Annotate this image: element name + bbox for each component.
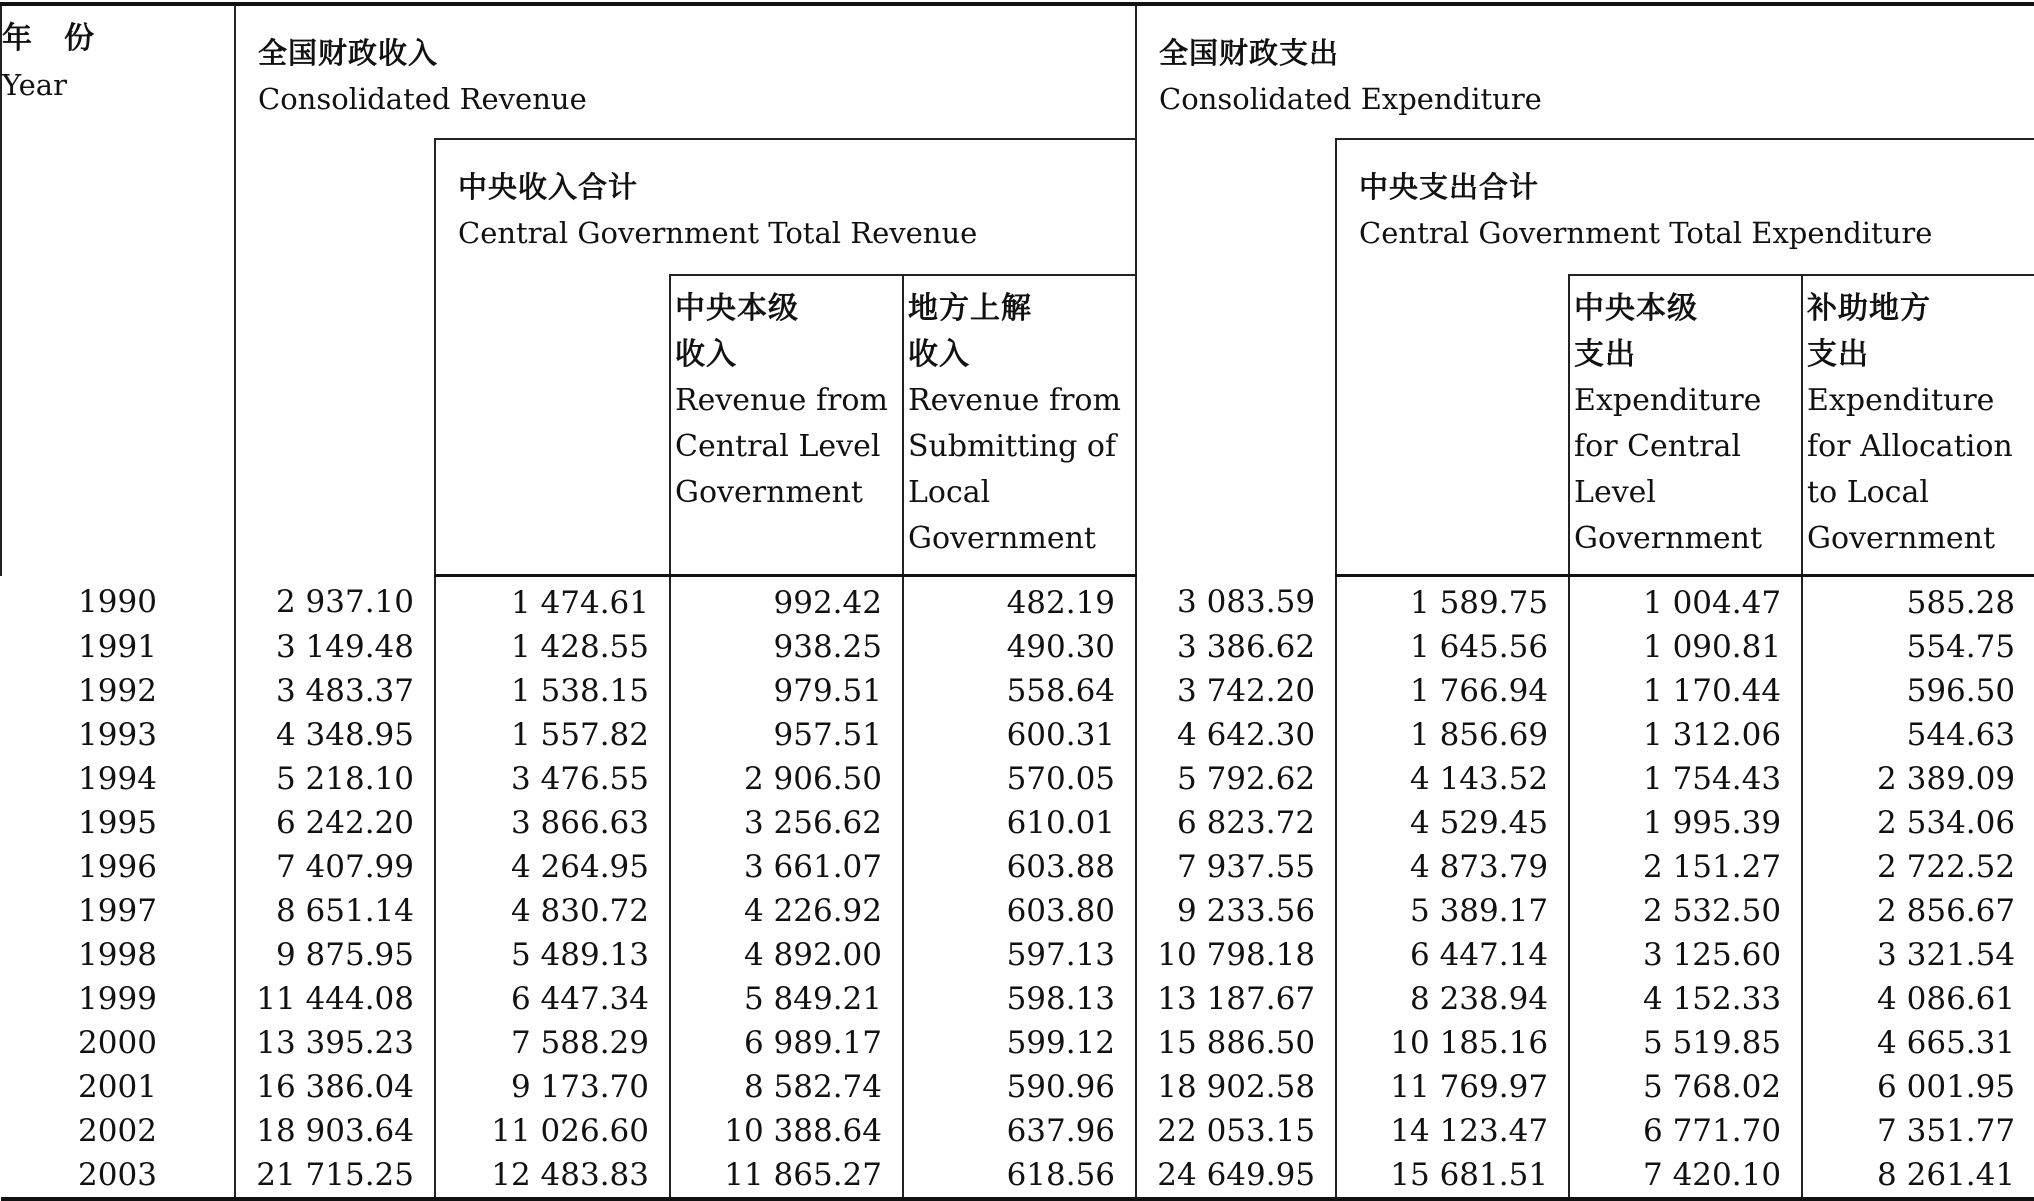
consolidated-expenditure-col	[1136, 139, 1336, 576]
consolidated-revenue-en: Consolidated Revenue	[258, 82, 587, 116]
central-total-revenue-zh: 中央收入合计	[458, 170, 639, 204]
table-row	[1, 801, 2034, 845]
central-total-revenue-cell: 7 588.29	[435, 1021, 670, 1065]
table-row	[1, 933, 2034, 977]
central-level-expenditure-cell: 5 768.02	[1569, 1065, 1802, 1109]
central-level-revenue-cell: 2 906.50	[670, 757, 903, 801]
allocation-expenditure-en2: for Allocation	[1807, 429, 2013, 464]
consolidated-expenditure-cell: 6 823.72	[1136, 801, 1336, 845]
central-level-revenue-cell: 11 865.27	[670, 1153, 903, 1199]
central-level-expenditure-en3: Level	[1574, 475, 1657, 510]
local-submitting-revenue-en3: Local	[908, 475, 991, 510]
consolidated-revenue-cell: 21 715.25	[235, 1153, 435, 1199]
year-cell: 1990	[78, 584, 157, 621]
consolidated-revenue-cell: 3 149.48	[235, 625, 435, 669]
year-cell: 1995	[78, 805, 157, 841]
consolidated-expenditure-cell: 18 902.58	[1136, 1065, 1336, 1109]
table-row	[1, 845, 2034, 889]
allocation-expenditure-cell: 8 261.41	[1802, 1153, 2034, 1199]
central-level-revenue-cell: 3 661.07	[670, 845, 903, 889]
local-submitting-revenue-cell: 637.96	[903, 1109, 1136, 1153]
central-level-revenue-cell: 8 582.74	[670, 1065, 903, 1109]
central-level-revenue-header	[670, 275, 903, 576]
central-total-expenditure-cell: 4 873.79	[1336, 845, 1569, 889]
central-total-expenditure-cell: 1 766.94	[1336, 669, 1569, 713]
table-row	[1, 889, 2034, 933]
table-row	[1, 977, 2034, 1021]
allocation-expenditure-cell: 4 086.61	[1802, 977, 2034, 1021]
central-level-expenditure-cell: 4 152.33	[1569, 977, 1802, 1021]
central-level-expenditure-cell: 7 420.10	[1569, 1153, 1802, 1199]
central-total-expenditure-cell: 4 143.52	[1336, 757, 1569, 801]
allocation-expenditure-cell: 2 389.09	[1802, 757, 2034, 801]
central-level-expenditure-header	[1569, 275, 1802, 576]
consolidated-expenditure-cell: 24 649.95	[1136, 1153, 1336, 1199]
local-submitting-revenue-cell: 570.05	[903, 757, 1136, 801]
central-total-revenue-cell: 3 866.63	[435, 801, 670, 845]
central-total-expenditure-en: Central Government Total Expenditure	[1359, 216, 1933, 250]
consolidated-expenditure-cell: 3 742.20	[1136, 669, 1336, 713]
consolidated-revenue-cell: 13 395.23	[235, 1021, 435, 1065]
allocation-expenditure-cell: 2 722.52	[1802, 845, 2034, 889]
allocation-expenditure-cell: 596.50	[1802, 669, 2034, 713]
allocation-expenditure-cell: 2 856.67	[1802, 889, 2034, 933]
central-level-expenditure-zh2: 支出	[1574, 337, 1637, 372]
central-total-expenditure-cell: 6 447.14	[1336, 933, 1569, 977]
consolidated-revenue-cell: 4 348.95	[235, 713, 435, 757]
consolidated-revenue-header	[235, 4, 1136, 139]
central-level-revenue-cell: 10 388.64	[670, 1109, 903, 1153]
central-level-revenue-zh1: 中央本级	[675, 291, 799, 326]
allocation-expenditure-cell: 554.75	[1802, 625, 2034, 669]
year-cell: 1996	[78, 849, 157, 885]
central-level-expenditure-cell: 3 125.60	[1569, 933, 1802, 977]
consolidated-expenditure-cell: 3 386.62	[1136, 625, 1336, 669]
local-submitting-revenue-en2: Submitting of	[908, 429, 1117, 464]
central-level-revenue-cell: 5 849.21	[670, 977, 903, 1021]
central-total-expenditure-cell: 8 238.94	[1336, 977, 1569, 1021]
local-submitting-revenue-cell: 558.64	[903, 669, 1136, 713]
consolidated-expenditure-en: Consolidated Expenditure	[1159, 82, 1542, 116]
allocation-expenditure-cell: 2 534.06	[1802, 801, 2034, 845]
table-row	[1, 1065, 2034, 1109]
consolidated-revenue-cell: 5 218.10	[235, 757, 435, 801]
consolidated-revenue-cell: 9 875.95	[235, 933, 435, 977]
central-level-expenditure-en1: Expenditure	[1574, 383, 1762, 418]
central-level-expenditure-cell: 6 771.70	[1569, 1109, 1802, 1153]
consolidated-expenditure-cell: 13 187.67	[1136, 977, 1336, 1021]
table-row	[1, 1153, 2034, 1199]
year-cell: 2001	[78, 1069, 157, 1105]
central-total-expenditure-cell: 1 589.75	[1336, 576, 1569, 626]
central-total-revenue-en: Central Government Total Revenue	[458, 216, 978, 250]
central-total-revenue-cell: 4 830.72	[435, 889, 670, 933]
year-cell: 1997	[78, 893, 157, 929]
local-submitting-revenue-cell: 603.80	[903, 889, 1136, 933]
central-level-revenue-cell: 3 256.62	[670, 801, 903, 845]
table-row	[1, 669, 2034, 713]
table-row	[1, 757, 2034, 801]
central-level-expenditure-cell: 2 151.27	[1569, 845, 1802, 889]
consolidated-revenue-cell: 8 651.14	[235, 889, 435, 933]
local-submitting-revenue-zh2: 收入	[908, 337, 970, 372]
local-submitting-revenue-cell: 599.12	[903, 1021, 1136, 1065]
central-total-revenue-cell: 1 474.61	[435, 576, 670, 626]
central-total-expenditure-col	[1336, 275, 1569, 576]
local-submitting-revenue-cell: 610.01	[903, 801, 1136, 845]
local-submitting-revenue-cell: 482.19	[903, 576, 1136, 626]
allocation-expenditure-zh2: 支出	[1807, 337, 1870, 372]
central-total-expenditure-cell: 1 645.56	[1336, 625, 1569, 669]
consolidated-revenue-cell: 11 444.08	[235, 977, 435, 1021]
year-cell: 1998	[78, 937, 157, 973]
central-total-revenue-cell: 11 026.60	[435, 1109, 670, 1153]
local-submitting-revenue-en4: Government	[908, 521, 1096, 556]
consolidated-expenditure-cell: 10 798.18	[1136, 933, 1336, 977]
central-total-revenue-cell: 3 476.55	[435, 757, 670, 801]
year-cell: 1994	[78, 761, 157, 797]
central-total-expenditure-cell: 1 856.69	[1336, 713, 1569, 757]
table-row	[1, 576, 2034, 626]
allocation-expenditure-cell: 3 321.54	[1802, 933, 2034, 977]
allocation-expenditure-en3: to Local	[1807, 475, 1929, 510]
consolidated-revenue-zh: 全国财政收入	[258, 36, 439, 70]
central-total-expenditure-cell: 15 681.51	[1336, 1153, 1569, 1199]
central-level-expenditure-cell: 1 995.39	[1569, 801, 1802, 845]
finance-table	[0, 2, 2034, 1201]
central-total-revenue-cell: 1 428.55	[435, 625, 670, 669]
local-submitting-revenue-cell: 600.31	[903, 713, 1136, 757]
allocation-expenditure-cell: 585.28	[1802, 576, 2034, 626]
allocation-expenditure-cell: 6 001.95	[1802, 1065, 2034, 1109]
central-total-revenue-cell: 4 264.95	[435, 845, 670, 889]
central-level-expenditure-cell: 5 519.85	[1569, 1021, 1802, 1065]
central-total-revenue-cell: 1 538.15	[435, 669, 670, 713]
central-total-expenditure-cell: 10 185.16	[1336, 1021, 1569, 1065]
central-level-expenditure-cell: 2 532.50	[1569, 889, 1802, 933]
allocation-expenditure-zh1: 补助地方	[1807, 291, 1932, 326]
year-cell: 1999	[78, 981, 157, 1017]
central-level-expenditure-cell: 1 090.81	[1569, 625, 1802, 669]
table-body	[1, 576, 2034, 1200]
local-submitting-revenue-cell: 598.13	[903, 977, 1136, 1021]
consolidated-expenditure-cell: 9 233.56	[1136, 889, 1336, 933]
local-submitting-revenue-zh1: 地方上解	[908, 291, 1032, 326]
central-level-revenue-cell: 979.51	[670, 669, 903, 713]
local-submitting-revenue-cell: 590.96	[903, 1065, 1136, 1109]
local-submitting-revenue-en1: Revenue from	[908, 383, 1121, 418]
consolidated-revenue-cell: 7 407.99	[235, 845, 435, 889]
year-header	[1, 4, 235, 576]
central-total-revenue-cell: 6 447.34	[435, 977, 670, 1021]
central-level-revenue-cell: 938.25	[670, 625, 903, 669]
year-cell: 2003	[1, 1153, 235, 1199]
central-level-revenue-en2: Central Level	[675, 429, 881, 464]
year-cell: 1992	[78, 673, 157, 709]
central-total-revenue-cell: 9 173.70	[435, 1065, 670, 1109]
central-level-revenue-en1: Revenue from	[675, 383, 888, 418]
central-level-revenue-cell: 6 989.17	[670, 1021, 903, 1065]
central-level-expenditure-cell: 1 004.47	[1569, 576, 1802, 626]
allocation-expenditure-cell: 4 665.31	[1802, 1021, 2034, 1065]
table-row	[1, 1021, 2034, 1065]
local-submitting-revenue-cell: 490.30	[903, 625, 1136, 669]
consolidated-expenditure-cell: 15 886.50	[1136, 1021, 1336, 1065]
consolidated-revenue-cell: 6 242.20	[235, 801, 435, 845]
central-level-expenditure-cell: 1 754.43	[1569, 757, 1802, 801]
consolidated-revenue-cell: 3 483.37	[235, 669, 435, 713]
central-total-revenue-header	[435, 139, 1136, 275]
central-total-expenditure-cell: 11 769.97	[1336, 1065, 1569, 1109]
consolidated-expenditure-header	[1136, 4, 2034, 139]
year-cell: 2002	[78, 1113, 157, 1149]
consolidated-expenditure-cell: 4 642.30	[1136, 713, 1336, 757]
central-level-expenditure-cell: 1 170.44	[1569, 669, 1802, 713]
local-submitting-revenue-cell: 603.88	[903, 845, 1136, 889]
consolidated-expenditure-cell: 22 053.15	[1136, 1109, 1336, 1153]
central-level-revenue-cell: 992.42	[670, 576, 903, 626]
central-level-expenditure-zh1: 中央本级	[1574, 291, 1699, 326]
central-total-expenditure-zh: 中央支出合计	[1359, 170, 1540, 204]
central-total-expenditure-cell: 14 123.47	[1336, 1109, 1569, 1153]
allocation-expenditure-header	[1802, 275, 2034, 576]
central-total-revenue-cell: 1 557.82	[435, 713, 670, 757]
central-level-revenue-zh2: 收入	[675, 337, 737, 372]
central-total-revenue-cell: 5 489.13	[435, 933, 670, 977]
allocation-expenditure-en1: Expenditure	[1807, 383, 1995, 418]
central-level-expenditure-cell: 1 312.06	[1569, 713, 1802, 757]
allocation-expenditure-cell: 544.63	[1802, 713, 2034, 757]
central-level-revenue-cell: 4 892.00	[670, 933, 903, 977]
central-total-expenditure-header	[1336, 139, 2034, 275]
central-level-expenditure-en4: Government	[1574, 521, 1763, 556]
central-level-expenditure-en2: for Central	[1574, 429, 1741, 464]
central-total-expenditure-cell: 4 529.45	[1336, 801, 1569, 845]
consolidated-expenditure-cell: 5 792.62	[1136, 757, 1336, 801]
local-submitting-revenue-cell: 618.56	[903, 1153, 1136, 1199]
central-level-revenue-cell: 4 226.92	[670, 889, 903, 933]
year-cell: 1991	[78, 629, 157, 665]
local-submitting-revenue-header	[903, 275, 1136, 576]
consolidated-expenditure-cell: 3 083.59	[1136, 576, 1336, 626]
central-total-expenditure-cell: 5 389.17	[1336, 889, 1569, 933]
year-cell: 2000	[78, 1025, 157, 1061]
consolidated-revenue-cell: 16 386.04	[235, 1065, 435, 1109]
central-level-revenue-cell: 957.51	[670, 713, 903, 757]
allocation-expenditure-cell: 7 351.77	[1802, 1109, 2034, 1153]
consolidated-revenue-cell: 18 903.64	[235, 1109, 435, 1153]
table-row	[1, 713, 2034, 757]
consolidated-expenditure-cell: 7 937.55	[1136, 845, 1336, 889]
consolidated-revenue-cell: 2 937.10	[235, 576, 435, 626]
table-row	[1, 625, 2034, 669]
central-level-revenue-en3: Government	[675, 475, 863, 510]
consolidated-expenditure-zh: 全国财政支出	[1159, 36, 1340, 70]
local-submitting-revenue-cell: 597.13	[903, 933, 1136, 977]
year-cell: 1993	[78, 717, 157, 753]
table-row	[1, 1109, 2034, 1153]
year-header-en: Year	[2, 68, 67, 102]
year-header-zh: 年 份	[2, 21, 95, 56]
consolidated-revenue-col	[235, 139, 435, 576]
allocation-expenditure-en4: Government	[1807, 521, 1996, 556]
central-total-revenue-col	[435, 275, 670, 576]
central-total-revenue-cell: 12 483.83	[435, 1153, 670, 1199]
table-header	[1, 4, 2034, 576]
